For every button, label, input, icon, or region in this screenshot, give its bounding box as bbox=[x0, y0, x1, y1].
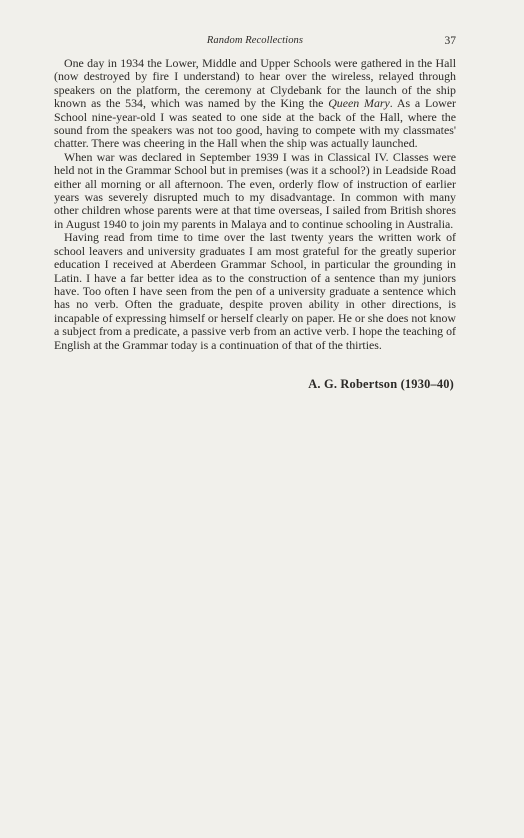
ship-name: Queen Mary bbox=[328, 96, 390, 111]
paragraph-education: Having read from time to time over the last twenty years the written work of school leavers and university graduates I am most grateful for the greatly superior education I received at Aberdeen Grammar School, in particular the grounding in Latin. I have a far better idea as to the construction of a sentence than my juniors have. Too often I have seen from the pen of a university graduate a sentence which has no verb. Often the graduate, despite proven ability in other directions, is incapable of expressing himself or herself clearly on paper. He or she does not know a subject from a predicate, a passive verb from an active verb. I hope the teaching of English at the Grammar today is a continuation of that of the thirties. bbox=[54, 230, 456, 352]
running-title: Random Recollections bbox=[206, 35, 304, 46]
body-text bbox=[54, 57, 456, 352]
paragraph-launch-text-start: One day in 1934 the Lower, Middle and Upper Schools were gathered in the Hall (now destroyed by fire I understand) to hear over the wireless, relayed through speakers on the platform, the ceremony at Clydebank for the launch of the ship known as the 534, which was named by the King the bbox=[54, 56, 456, 111]
paragraph-launch-text-end: . As a Lower School nine-year-old I was seated to one side at the back of the Hall, where the sound from the speakers was not too good, having to compete with my classmates' chatter. There was cheering in the Hall when the ship was actually launched. bbox=[54, 96, 456, 151]
page-number: 37 bbox=[444, 35, 456, 47]
paragraph-war: When war was declared in September 1939 I was in Classical IV. Classes were held not in the Grammar School but in premises (was it a school?) in Leadside Road either all morning or all afternoon. The even, orderly flow of instruction of earlier years was severely disrupted much to my disadvantage. In common with many other children whose parents were at that time overseas, I sailed from British shores in August 1940 to join my parents in Malaya and to continue schooling in Australia. bbox=[54, 149, 456, 231]
author-signature: A. G. Robertson (1930–40) bbox=[308, 377, 454, 391]
running-head bbox=[54, 33, 456, 49]
paragraph-launch bbox=[54, 57, 456, 151]
